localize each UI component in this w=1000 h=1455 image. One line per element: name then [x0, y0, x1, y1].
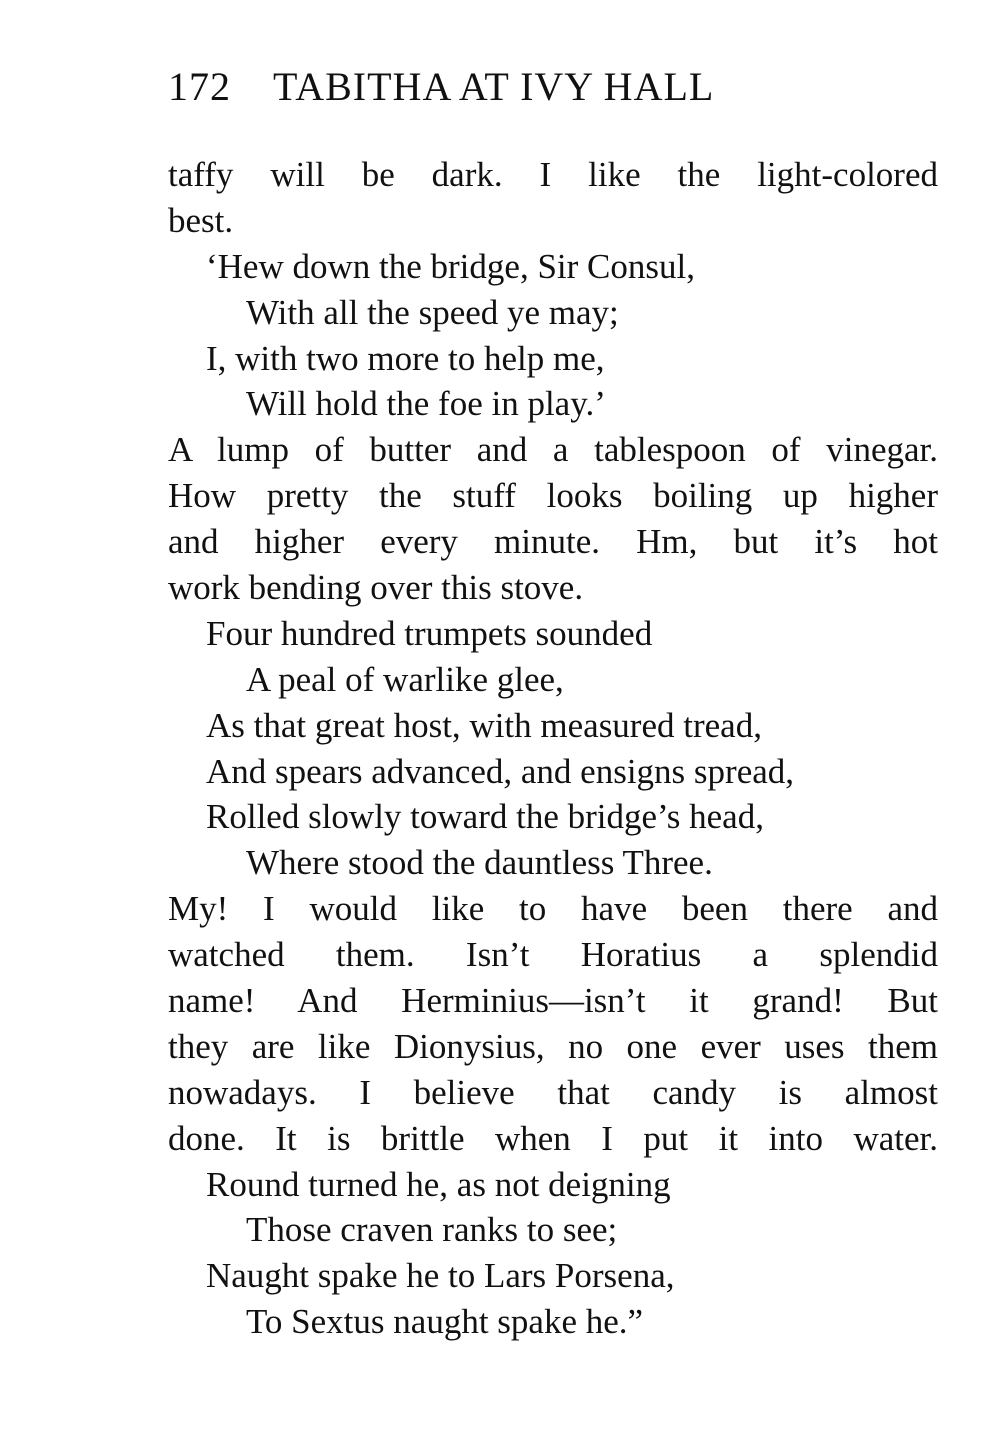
verse-line: Those craven ranks to see; [246, 1210, 618, 1250]
verse-line: Round turned he, as not deigning [206, 1164, 671, 1204]
verse-line: With all the speed ye may; [246, 292, 619, 332]
verse-line: A peal of warlike glee, [246, 659, 564, 699]
running-header [168, 62, 848, 112]
verse-line: I, with two more to help me, [206, 338, 605, 378]
text-line: nowadays. I believe that candy is almost [168, 1072, 938, 1112]
text-line: name! And Herminius—isn’t it grand! But [168, 981, 938, 1021]
text-line: How pretty the stuff looks boiling up higher [168, 476, 938, 516]
verse-line: Where stood the dauntless Three. [246, 843, 713, 883]
verse-line: Rolled slowly toward the bridge’s head, [206, 797, 764, 837]
text-line: done. It is brittle when I put it into water. [168, 1118, 938, 1158]
verse-line: Naught spake he to Lars Porsena, [206, 1256, 675, 1296]
text-line: taffy will be dark. I like the light-colored [168, 155, 938, 194]
verse-line: ‘Hew down the bridge, Sir Consul, [206, 246, 695, 286]
text-line: My! I would like to have been there and [168, 889, 938, 929]
verse-line: As that great host, with measured tread, [206, 705, 762, 745]
text-line: work bending over this stove. [168, 568, 584, 608]
page-number: 172 [168, 64, 231, 109]
text-line: best. [168, 200, 234, 240]
running-title: TABITHA AT IVY HALL [273, 64, 715, 109]
verse-line: Four hundred trumpets sounded [206, 613, 653, 653]
body-text [168, 152, 938, 1345]
text-line: A lump of butter and a tablespoon of vinegar. [168, 430, 938, 470]
text-line: and higher every minute. Hm, but it’s hot [168, 522, 938, 562]
verse-line: And spears advanced, and ensigns spread, [206, 751, 795, 791]
text-line: they are like Dionysius, no one ever uses them [168, 1026, 938, 1066]
text-line: watched them. Isn’t Horatius a splendid [168, 935, 938, 975]
verse-line: To Sextus naught spake he.” [246, 1302, 644, 1342]
verse-line: Will hold the foe in play.’ [246, 384, 606, 424]
